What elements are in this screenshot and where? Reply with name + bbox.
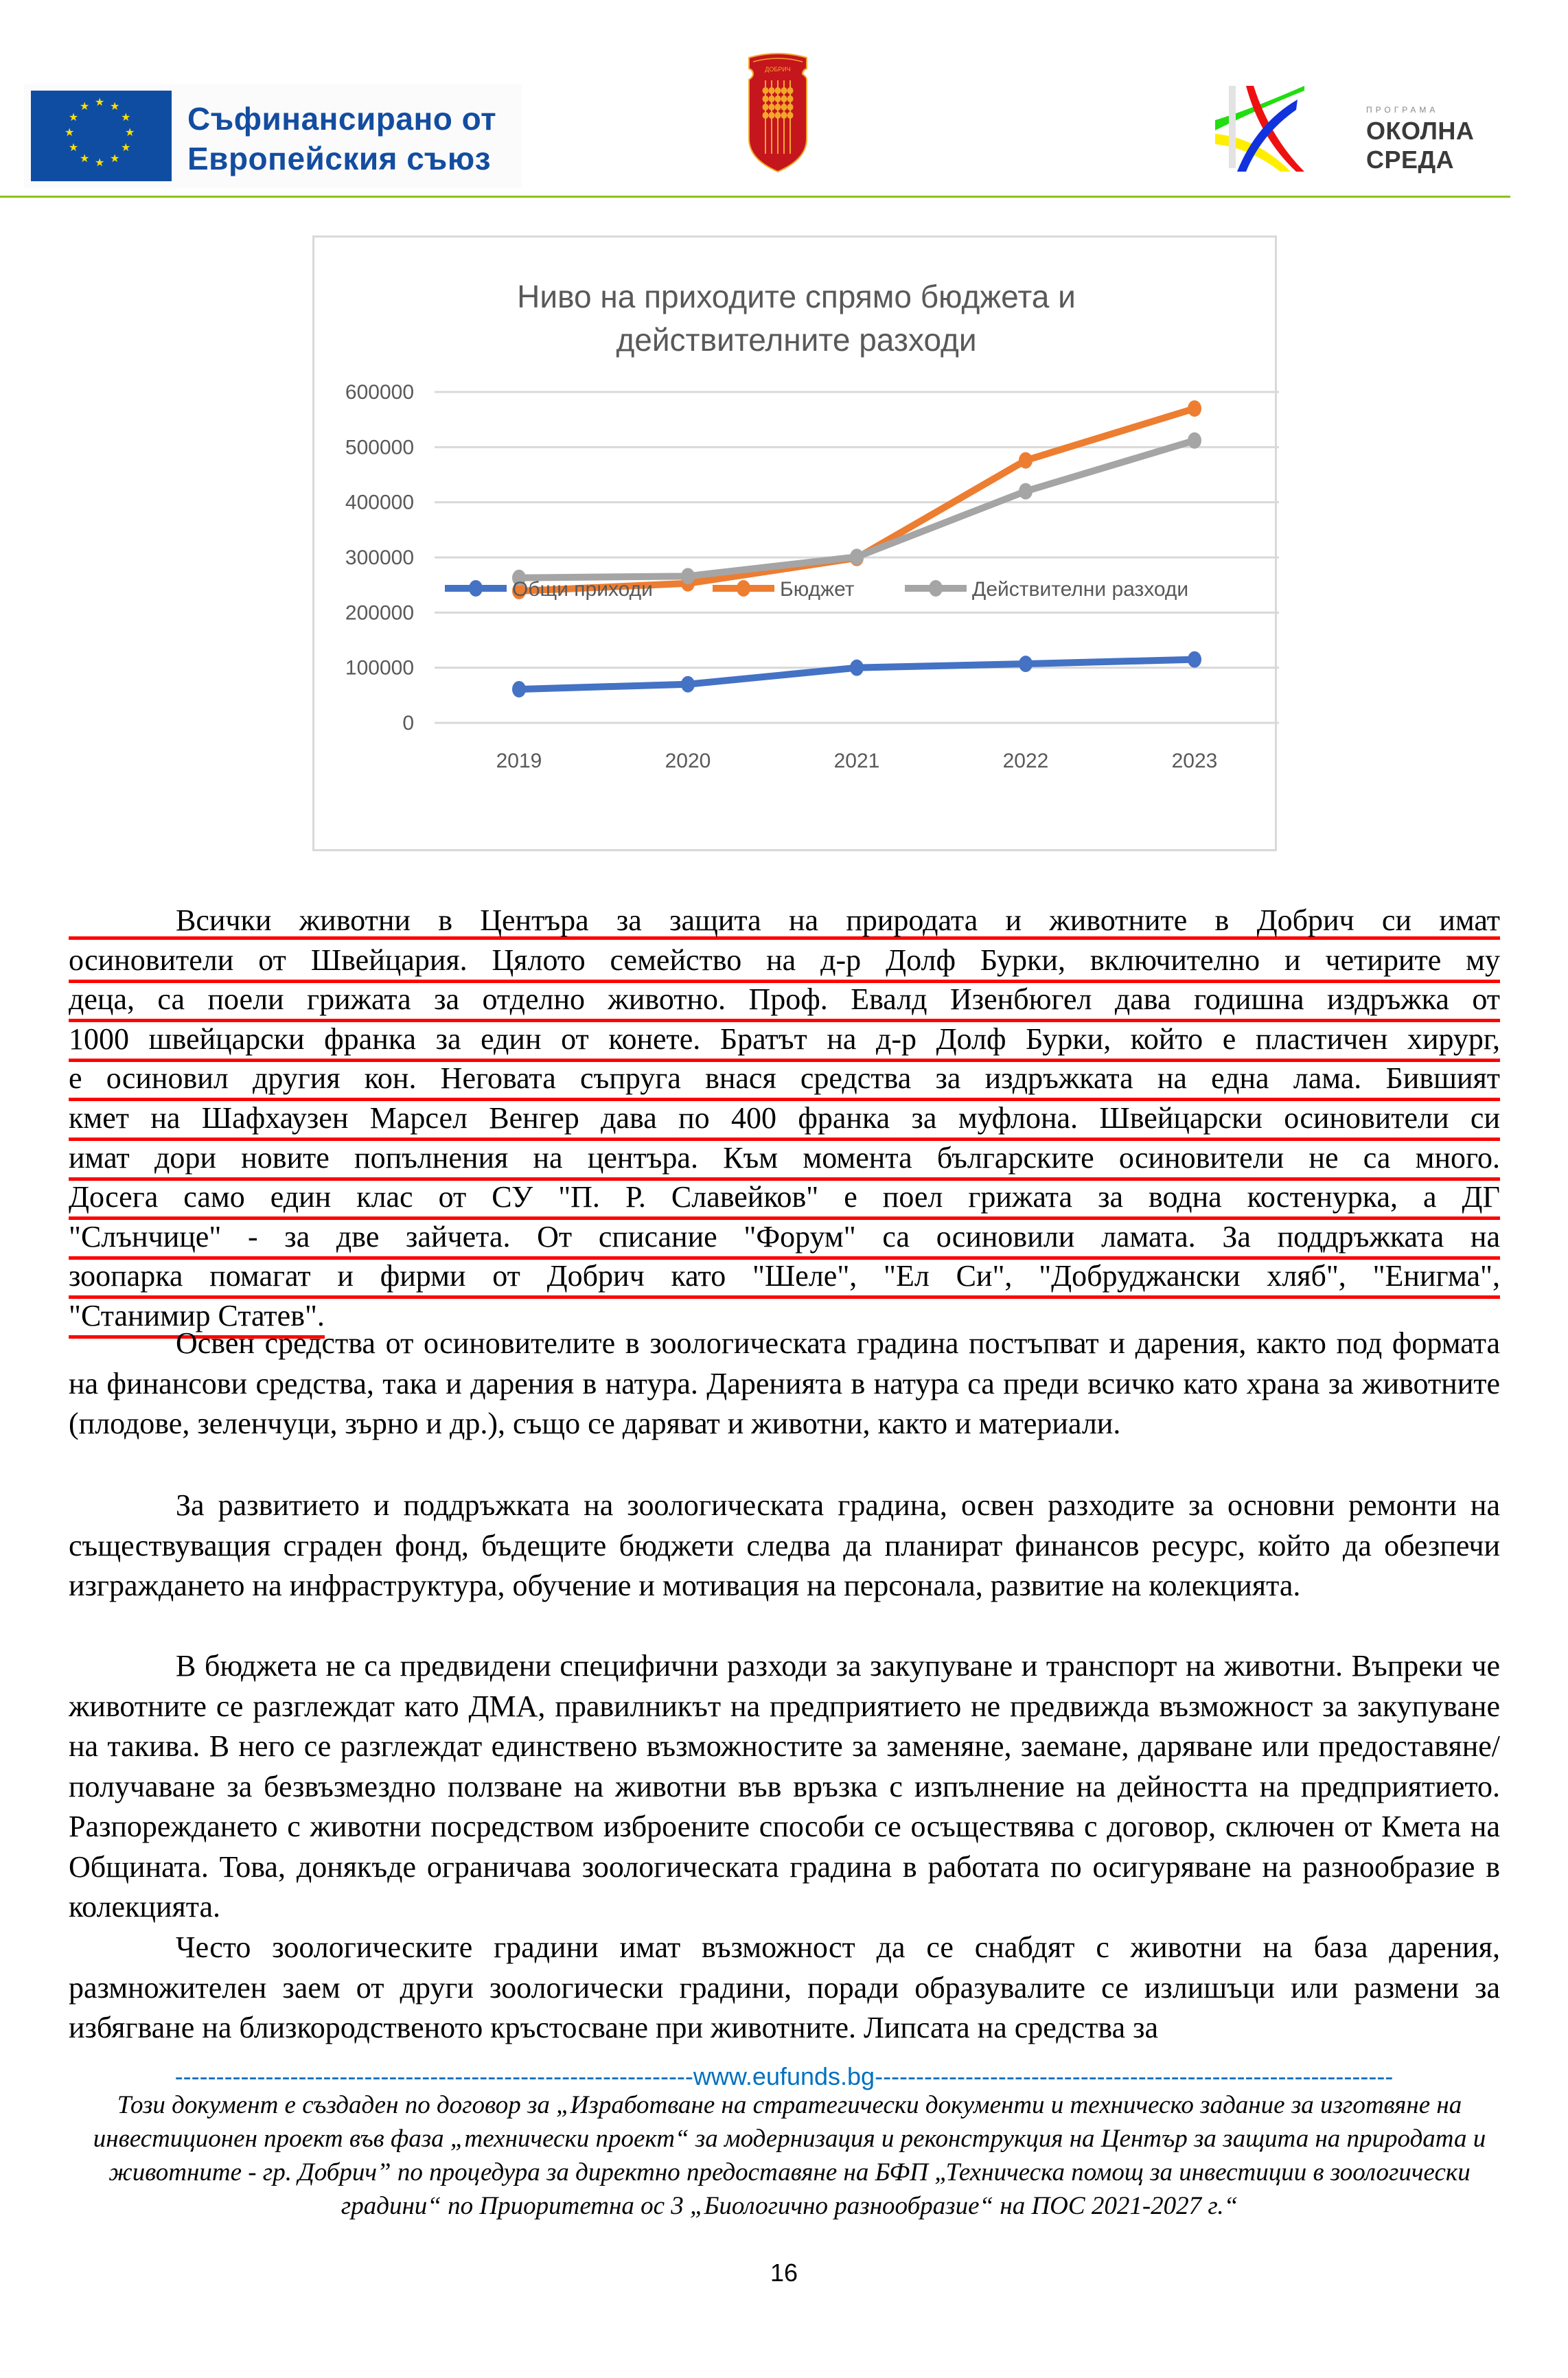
shield-text: ДОБРИЧ [765, 66, 791, 73]
header-divider [0, 196, 1510, 198]
eu-flag-icon [31, 91, 172, 181]
series-2 [512, 432, 1201, 586]
underlined-text-line: кмет на Шафхаузен Марсел Венгер дава по 400 франка за муфлона. Швейцарски осиновители си [69, 1098, 1500, 1141]
chart-canvas [314, 238, 1279, 853]
underlined-text-line: осиновители от Швейцария. Цялото семейство на д-р Долф Бурки, включително и четирите му [69, 940, 1500, 983]
legend-item-0 [445, 578, 653, 601]
eu-star-icon: ★ [68, 112, 79, 124]
page-number: 16 [770, 2259, 798, 2287]
underlined-text-line: деца, са поели грижата за отделно животно. Проф. Евалд Изенбюгел дава годишна издръжка от [69, 980, 1500, 1022]
data-point [1188, 432, 1201, 449]
eu-logo-text [187, 99, 496, 178]
chart-title-line-1: Ниво на приходите спрямо бюджета и [517, 279, 1076, 314]
revenue-chart [312, 235, 1277, 851]
data-point [850, 660, 864, 676]
series-1 [512, 400, 1201, 599]
underlined-text-line: 1000 швейцарски франка за един от конете. Братът на д-р Долф Бурки, който е пластичен хирург, [69, 1019, 1500, 1062]
dobrich-coat-of-arms-icon [743, 49, 812, 173]
eu-star-icon: ★ [68, 142, 79, 154]
underlined-text-line: Всички животни в Центъра за защита на природата и животните в Добрич си имат [69, 901, 1500, 940]
data-point [1188, 400, 1201, 417]
development-paragraph: За развитието и поддръжката на зоологическата градина, освен разходите за основни ремонти на съществуващия сграден фонд, бъдещите бюджети следва да планират финансов ресурс, който да обезпечи изграждането на инфраструктура, обучение и мотивация на персонала, развитие на колекцията. [69, 1488, 1500, 1602]
legend-marker-icon [469, 580, 483, 597]
donations-paragraph: Освен средства от осиновителите в зоологическата градина постъпват и дарения, както под формата на финансови средства, така и дарения в натура. Даренията в натура са преди всичко като храна за животните (плодове, зеленчуци, зърно и др.), също се даряват и животни, както и материали. [69, 1326, 1500, 1440]
legend-label: Действителни разходи [972, 578, 1189, 601]
okolna-sreda-logo [1167, 82, 1475, 178]
eu-logo-text-line-1: Съфинансирано от [187, 101, 497, 137]
underlined-text-line: имат дори новите попълнения на центъра. Към момента българските осиновители не са много. [69, 1138, 1500, 1181]
okolna-sreda-emblem-icon [1208, 82, 1311, 178]
program-name: ОКОЛНА СРЕДА [1366, 117, 1475, 174]
footer-dashes-left: --------------------------------------------------------------- [174, 2062, 693, 2090]
y-tick-label: 400000 [345, 491, 414, 514]
x-tick-label: 2019 [496, 750, 542, 772]
eu-star-icon: ★ [121, 142, 131, 154]
legend-marker-icon [737, 580, 750, 597]
chart-title-line-2: действителните разходи [616, 322, 977, 358]
eu-star-icon: ★ [95, 157, 105, 169]
data-point [512, 681, 526, 697]
y-tick-label: 300000 [345, 546, 414, 569]
x-tick-label: 2022 [1002, 750, 1049, 772]
eu-logo-text-line-2: Европейския съюз [187, 141, 491, 176]
data-point [681, 676, 695, 693]
eu-star-icon: ★ [125, 127, 135, 139]
legend-label: Бюджет [780, 578, 855, 601]
data-point [1019, 483, 1033, 500]
underlined-text-line: Досега само един клас от СУ "П. Р. Славейков" е поел грижата за водна костенурка, а ДГ [69, 1177, 1500, 1220]
data-point [1019, 656, 1033, 672]
underlined-text-line: зоопарка помагат и фирми от Добрич като "Шеле", "Ел Си", "Добруджански хляб", "Енигма", [69, 1256, 1500, 1299]
eu-star-icon: ★ [65, 127, 75, 139]
footer-link-line [0, 2062, 1568, 2091]
program-label: ПРОГРАМА [1366, 105, 1439, 115]
legend-item-2 [905, 578, 1188, 601]
eu-star-icon: ★ [110, 100, 120, 113]
y-tick-label: 100000 [345, 656, 414, 680]
eu-star-icon: ★ [95, 97, 105, 108]
data-point [850, 549, 864, 565]
y-tick-label: 500000 [345, 436, 414, 459]
legend-label: Общи приходи [512, 578, 653, 601]
zoo-exchange-paragraph: Често зоологическите градини имат възможност да се снабдят с животни на база дарения, размножителен заем от други зоологически градини, поради образувалите се излишъци или размени за избягване на близкородственото кръстосване при животните. Липсата на средства за [69, 1930, 1500, 2044]
data-point [681, 568, 695, 584]
legend-marker-icon [929, 580, 943, 597]
series-0 [512, 651, 1201, 697]
y-tick-label: 0 [402, 712, 414, 735]
underlined-text-line: е осиновил другия кон. Неговата съпруга внася средства за издръжката на една лама. Бившият [69, 1059, 1500, 1101]
eu-star-icon: ★ [121, 112, 131, 124]
footer-disclaimer: Този документ е създаден по договор за „Изработване на стратегически документи и техническо задание за изготвяне на инвестиционен проект във фаза „технически проект“ за модернизация и реконструкция на Център за защита на природата и животните - гр. Добрич” по процедура за директно предоставяне на БФП „Техническа помощ за инвестиции в зоологически градини“ по Приоритетна ос 3 „Биологично разнообразие“ на ПОС 2021-2027 г.“ [93, 2091, 1486, 2220]
x-tick-label: 2023 [1171, 750, 1218, 772]
y-tick-label: 600000 [345, 381, 414, 404]
budget-paragraph: В бюджета не са предвидени специфични разходи за закупуване и транспорт на животни. Въпреки че животните се разглеждат като ДМА, правилникът на предприятието не предвижда възможност за закупуване на такива. В него се разглеждат единствено възможностите за заменяне, заемане, даряване или предоставяне/получаване за безвъзмездно ползване на животни във връзка с изпълнение на дейността на предприятието. Разпореждането с животни посредством изброените способи се осъществява с договор, сключен от Кмета на Общината. Това, донякъде ограничава зоологическата градина в работата по осигуряване на разнообразие в колекцията. [69, 1649, 1500, 1924]
x-tick-label: 2020 [665, 750, 711, 772]
data-point [1188, 651, 1201, 668]
underlined-text-line: "Станимир Статев". [69, 1296, 325, 1339]
eu-star-icon: ★ [110, 153, 120, 165]
y-tick-label: 200000 [345, 601, 414, 625]
footer-dashes-right: --------------------------------------------------------------- [875, 2062, 1394, 2090]
eu-star-icon: ★ [80, 153, 90, 165]
eu-cofunded-logo [24, 84, 522, 188]
x-tick-label: 2021 [833, 750, 880, 772]
legend-item-1 [713, 578, 855, 601]
underlined-text-line: "Слънчице" - за две зайчета. От списание "Форум" са осиновили ламата. За поддръжката на [69, 1217, 1500, 1260]
eu-star-icon: ★ [80, 100, 90, 113]
data-point [1019, 452, 1033, 469]
eufunds-link[interactable]: www.eufunds.bg [693, 2062, 875, 2090]
